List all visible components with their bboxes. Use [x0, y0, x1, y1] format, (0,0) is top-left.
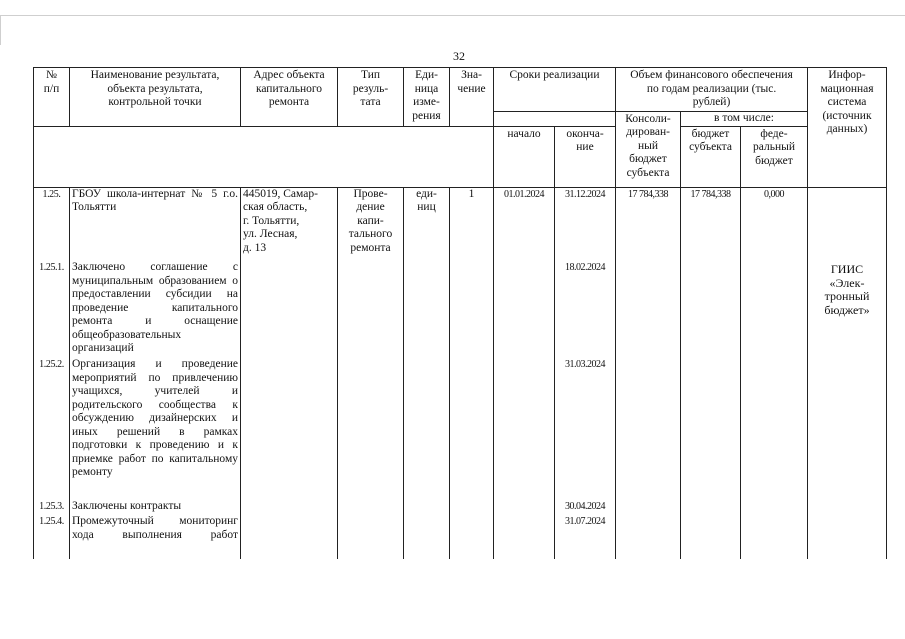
- header-end: оконча- ние: [555, 126, 616, 187]
- table-row: [34, 358, 887, 500]
- header-terms-spacer: [494, 111, 616, 126]
- header-terms: Сроки реализации: [494, 68, 616, 112]
- row-end: 31.03.2024: [555, 358, 616, 500]
- header-unit: Еди- ница изме- рения: [404, 68, 450, 127]
- row-type: [338, 358, 404, 500]
- row-type: [338, 500, 404, 515]
- header-num: № п/п: [34, 68, 70, 127]
- row-name: Заключено соглашение с муниципальным образованием о предоставлении субсидии на проведение капитального ремонта и оснащение общеобразовательных организаций: [70, 261, 241, 358]
- row-subject-budget: [681, 358, 741, 500]
- header-value: Зна- чение: [450, 68, 494, 127]
- row-info-system: ГИИС «Элек- тронный бюджет»: [808, 261, 887, 358]
- header-federal-budget: феде- ральный бюджет: [741, 126, 808, 187]
- row-address: [241, 261, 338, 358]
- row-subject-budget: [681, 500, 741, 515]
- row-unit: еди- ниц: [404, 187, 450, 261]
- row-start: [494, 500, 555, 515]
- row-info-system: [808, 358, 887, 500]
- table-row: [34, 261, 887, 358]
- row-end: 31.07.2024: [555, 515, 616, 559]
- row-federal-budget: [741, 515, 808, 559]
- financing-table: [33, 67, 887, 559]
- row-end: 31.12.2024: [555, 187, 616, 261]
- row-consolidated: [616, 358, 681, 500]
- row-start: 01.01.2024: [494, 187, 555, 261]
- scan-edge-top: [0, 15, 905, 16]
- row-consolidated: [616, 500, 681, 515]
- row-info-system: [808, 515, 887, 559]
- header-type: Тип резуль- тата: [338, 68, 404, 127]
- row-unit: [404, 515, 450, 559]
- header-including: в том числе:: [681, 111, 808, 126]
- row-consolidated: 17 784,338: [616, 187, 681, 261]
- row-num: 1.25.4.: [34, 515, 70, 559]
- row-federal-budget: [741, 500, 808, 515]
- row-address: [241, 515, 338, 559]
- row-federal-budget: [741, 261, 808, 358]
- row-consolidated: [616, 515, 681, 559]
- page-number: 32: [453, 49, 465, 63]
- row-unit: [404, 261, 450, 358]
- row-federal-budget: 0,000: [741, 187, 808, 261]
- header-address: Адрес объекта капитального ремонта: [241, 68, 338, 127]
- row-start: [494, 261, 555, 358]
- row-type: [338, 515, 404, 559]
- header-finance: Объем финансового обеспечения по годам реализации (тыс. рублей): [616, 68, 808, 112]
- row-value: 1: [450, 187, 494, 261]
- row-num: 1.25.3.: [34, 500, 70, 515]
- row-type: Прове- дение капи- тального ремонта: [338, 187, 404, 261]
- row-type: [338, 261, 404, 358]
- row-value: [450, 261, 494, 358]
- header-subject-budget: бюджет субъекта: [681, 126, 741, 187]
- row-info-system: [808, 500, 887, 515]
- row-num: 1.25.2.: [34, 358, 70, 500]
- row-info-system: [808, 187, 887, 261]
- header-consolidated: Консоли- дирован- ный бюджет субъекта: [616, 111, 681, 187]
- scan-edge-left: [0, 15, 1, 45]
- header-info-system: Инфор- мационная система (источник данных): [808, 68, 887, 188]
- row-address: [241, 500, 338, 515]
- row-end: 30.04.2024: [555, 500, 616, 515]
- row-federal-budget: [741, 358, 808, 500]
- row-address: [241, 358, 338, 500]
- row-name: Заключены контракты: [70, 500, 241, 515]
- row-value: [450, 515, 494, 559]
- row-subject-budget: [681, 261, 741, 358]
- row-name: Промежуточный мониторинг хода выполнения работ: [70, 515, 241, 559]
- row-num: 1.25.: [34, 187, 70, 261]
- row-num: 1.25.1.: [34, 261, 70, 358]
- row-start: [494, 515, 555, 559]
- header-start: начало: [494, 126, 555, 187]
- row-subject-budget: [681, 515, 741, 559]
- row-start: [494, 358, 555, 500]
- row-value: [450, 500, 494, 515]
- row-name: Организация и проведение мероприятий по привлечению учащихся, учителей и родительского сообщества к обсуждению дизайнерских и иных решений в рамках подготовки к проведению и к приемке работ по капитальному ремонту: [70, 358, 241, 500]
- row-subject-budget: 17 784,338: [681, 187, 741, 261]
- header-base-spacer: [34, 126, 494, 187]
- header-name: Наименование результата, объекта результата, контрольной точки: [70, 68, 241, 127]
- row-value: [450, 358, 494, 500]
- row-name: ГБОУ школа-интернат № 5 г.о. Тольятти: [70, 187, 241, 261]
- row-consolidated: [616, 261, 681, 358]
- table-row: [34, 500, 887, 515]
- row-end: 18.02.2024: [555, 261, 616, 358]
- row-unit: [404, 358, 450, 500]
- row-unit: [404, 500, 450, 515]
- table-row: [34, 515, 887, 559]
- table-row: [34, 187, 887, 261]
- row-address: 445019, Самар- ская область, г. Тольятти, ул. Лесная, д. 13: [241, 187, 338, 261]
